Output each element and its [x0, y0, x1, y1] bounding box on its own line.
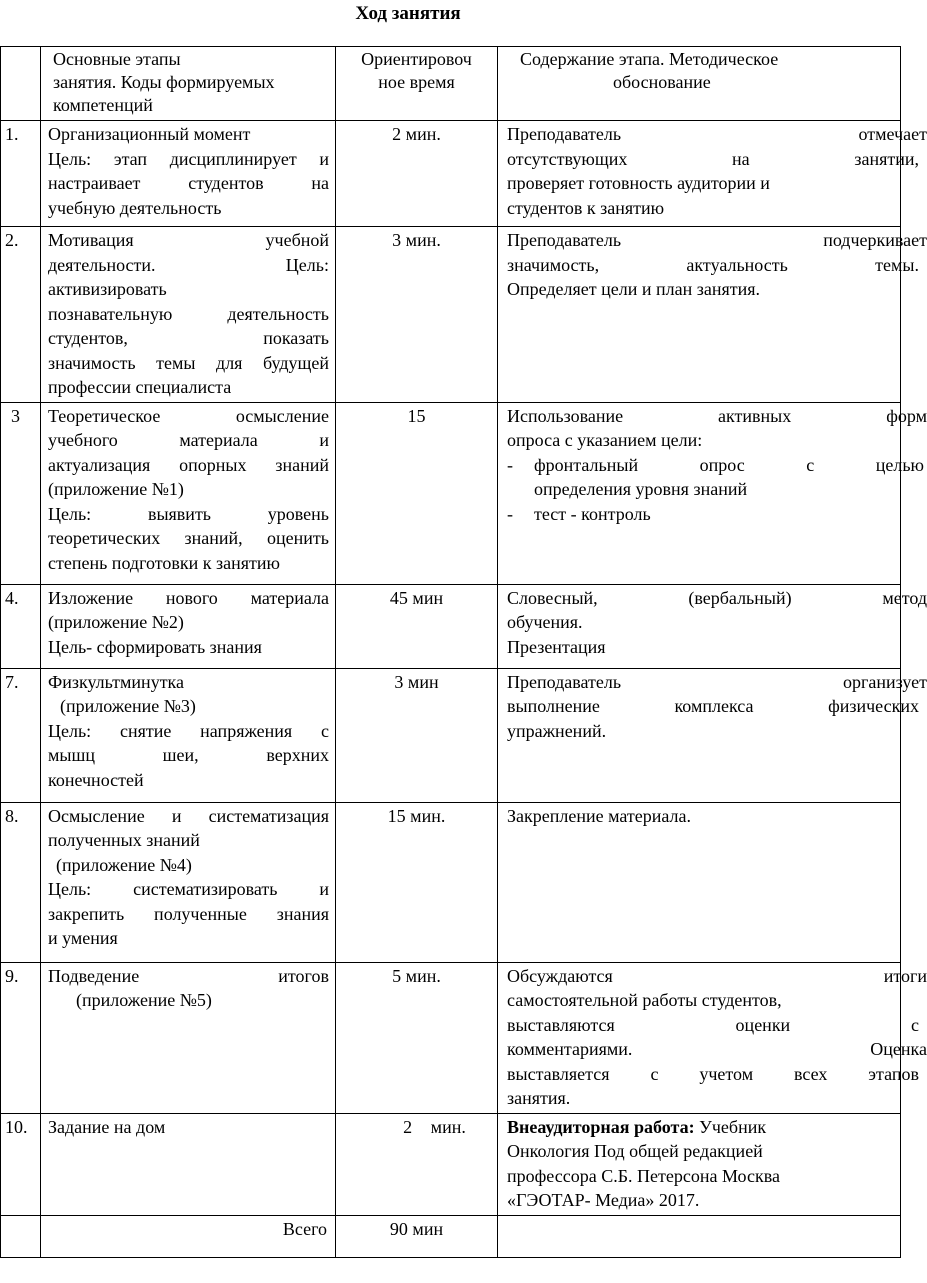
- stage-line: Организационный момент: [48, 124, 251, 144]
- stage-line: (приложение №3): [60, 696, 196, 716]
- content-cell: [498, 227, 927, 403]
- time-cell: 5 мин.: [336, 962, 498, 1113]
- stage-line: мышц шеи, верхних: [48, 745, 329, 765]
- stage-line: активизировать: [48, 279, 167, 299]
- time-cell: 3 мин: [336, 668, 498, 802]
- dash-bullet: -: [507, 503, 513, 524]
- table-row: [1, 227, 901, 403]
- bold-label: Внеаудиторная работа:: [507, 1116, 695, 1137]
- list-item: [507, 453, 924, 502]
- stage-line: студентов, показать: [48, 328, 329, 348]
- stage-line: Цель- сформировать знания: [48, 636, 262, 657]
- time-cell: 15 мин.: [336, 802, 498, 962]
- total-time: 90 мин: [336, 1215, 498, 1257]
- total-label: Всего: [41, 1215, 336, 1257]
- stage-line: теоретических знаний, оценить: [48, 528, 329, 548]
- stage-cell: [41, 227, 336, 403]
- content-line: Преподаватель отмечает: [507, 124, 927, 144]
- content-line: комментариями. Оценка: [507, 1039, 927, 1059]
- stage-line: Подведение итогов: [48, 965, 329, 986]
- stage-line: деятельности. Цель:: [48, 254, 329, 275]
- content-line: Использование активных форм: [507, 405, 927, 426]
- stage-line: профессии специалиста: [48, 377, 232, 397]
- stage-line: Физкультминутка: [48, 671, 185, 692]
- row-number: 10.: [1, 1113, 41, 1215]
- table-row: [1, 121, 901, 227]
- stage-line: актуализация опорных знаний: [48, 454, 329, 475]
- stage-line: Задание на дом: [48, 1116, 166, 1137]
- stage-cell: [41, 1113, 336, 1215]
- stage-line: (приложение №1): [48, 479, 184, 499]
- content-line: обучения.: [507, 612, 583, 632]
- stage-cell: [41, 668, 336, 802]
- content-line: занятия.: [507, 1088, 571, 1108]
- stage-cell: [41, 802, 336, 962]
- stage-cell: [41, 402, 336, 584]
- content-line: проверяет готовность аудитории и: [507, 173, 770, 193]
- header-time-cell: [336, 47, 498, 121]
- header-time-text: ное время: [378, 72, 455, 92]
- header-stage-text: занятия. Коды формируемых: [53, 72, 275, 92]
- content-line: отсутствующих на занятии,: [507, 148, 919, 169]
- header-num-cell: [1, 47, 41, 121]
- content-line: Закрепление материала.: [507, 805, 691, 826]
- header-stage-text: Основные этапы: [53, 49, 181, 69]
- total-row: [1, 1215, 901, 1257]
- content-cell: [498, 668, 927, 802]
- header-content-text: Содержание этапа. Методическое: [520, 49, 779, 69]
- content-line: тест - контроль: [534, 503, 651, 524]
- content-line: Преподаватель организует: [507, 671, 927, 692]
- table-row: [1, 1113, 901, 1215]
- stage-cell: [41, 584, 336, 668]
- content-line: определения уровня знаний: [534, 479, 748, 499]
- row-number: 8.: [1, 802, 41, 962]
- page-title: Ход занятия: [355, 3, 461, 24]
- content-cell: [498, 802, 901, 962]
- dash-bullet: -: [507, 454, 513, 475]
- stage-line: учебного материала и: [48, 430, 329, 450]
- stage-line: значимость темы для будущей: [48, 352, 329, 373]
- content-line: самостоятельной работы студентов,: [507, 990, 782, 1010]
- stage-line: Цель: систематизировать и: [48, 879, 329, 899]
- stage-line: Теоретическое осмысление: [48, 405, 329, 426]
- content-line: «ГЭОТАР- Медиа» 2017.: [507, 1190, 700, 1210]
- row-number: 9.: [1, 962, 41, 1113]
- stage-line: Цель: выявить уровень: [48, 503, 329, 524]
- header-content-cell: [498, 47, 901, 121]
- stage-line: Цель: снятие напряжения с: [48, 720, 329, 741]
- content-cell: [498, 584, 927, 668]
- stage-line: закрепить полученные знания: [48, 903, 329, 924]
- content-line: выставляются оценки с: [507, 1014, 919, 1035]
- time-value: 2 мин.: [403, 1116, 466, 1137]
- content-line: Определяет цели и план занятия.: [507, 279, 761, 299]
- time-cell: 3 мин.: [336, 227, 498, 403]
- content-line: Онкология Под общей редакцией: [507, 1141, 763, 1161]
- content-line: выставляется с учетом всех этапов: [507, 1063, 919, 1084]
- row-number: 1.: [1, 121, 41, 227]
- table-row: [1, 802, 901, 962]
- time-cell: [336, 1113, 498, 1215]
- stage-line: (приложение №2): [48, 612, 184, 632]
- stage-line: конечностей: [48, 769, 144, 790]
- content-line: Презентация: [507, 636, 606, 657]
- table-row: [1, 402, 901, 584]
- header-stage-cell: [41, 47, 336, 121]
- content-cell: [498, 121, 927, 227]
- stage-line: (приложение №4): [56, 854, 192, 875]
- content-text: Учебник: [694, 1116, 767, 1137]
- content-cell: [498, 402, 927, 584]
- content-line: Словесный, (вербальный) метод: [507, 587, 927, 608]
- content-cell: [498, 1113, 901, 1215]
- content-line: Обсуждаются итоги: [507, 965, 927, 986]
- row-number: 7.: [1, 668, 41, 802]
- header-content-text: обоснование: [613, 72, 711, 92]
- lesson-plan-table: [0, 46, 927, 1258]
- content-cell: [498, 962, 927, 1113]
- content-line: профессора С.Б. Петерсона Москва: [507, 1165, 780, 1186]
- stage-line: Изложение нового материала: [48, 587, 329, 608]
- row-number: 4.: [1, 584, 41, 668]
- table-header-row: [1, 47, 901, 121]
- content-line: опроса с указанием цели:: [507, 430, 703, 450]
- list-item: [507, 502, 900, 527]
- content-line: значимость, актуальность темы.: [507, 254, 919, 275]
- content-line: [507, 1115, 900, 1140]
- stage-line: и умения: [48, 928, 118, 948]
- total-num-cell: [1, 1215, 41, 1257]
- table-row: [1, 584, 901, 668]
- row-number: 3: [1, 402, 41, 584]
- content-line: упражнений.: [507, 720, 607, 741]
- content-line: студентов к занятию: [507, 197, 665, 218]
- content-line: фронтальный опрос с целью: [534, 454, 924, 475]
- stage-line: (приложение №5): [76, 990, 212, 1010]
- stage-cell: [41, 962, 336, 1113]
- stage-line: познавательную деятельность: [48, 303, 329, 324]
- time-cell: 2 мин.: [336, 121, 498, 227]
- header-stage-text: компетенций: [53, 95, 153, 115]
- total-content-cell: [498, 1215, 901, 1257]
- content-line: выполнение комплекса физических: [507, 696, 919, 716]
- stage-line: учебную деятельность: [48, 197, 222, 218]
- stage-cell: [41, 121, 336, 227]
- time-cell: 45 мин: [336, 584, 498, 668]
- row-number: 2.: [1, 227, 41, 403]
- header-time-text: Ориентировоч: [361, 49, 472, 69]
- stage-line: настраивает студентов на: [48, 173, 329, 193]
- table-row: [1, 962, 901, 1113]
- time-cell: 15: [336, 402, 498, 584]
- content-line: Преподаватель подчеркивает: [507, 230, 927, 250]
- table-row: [1, 668, 901, 802]
- stage-line: полученных знаний: [48, 830, 200, 850]
- stage-line: Осмысление и систематизация: [48, 805, 329, 826]
- stage-line: степень подготовки к занятию: [48, 552, 280, 573]
- stage-line: Мотивация учебной: [48, 230, 329, 250]
- stage-line: Цель: этап дисциплинирует и: [48, 148, 329, 169]
